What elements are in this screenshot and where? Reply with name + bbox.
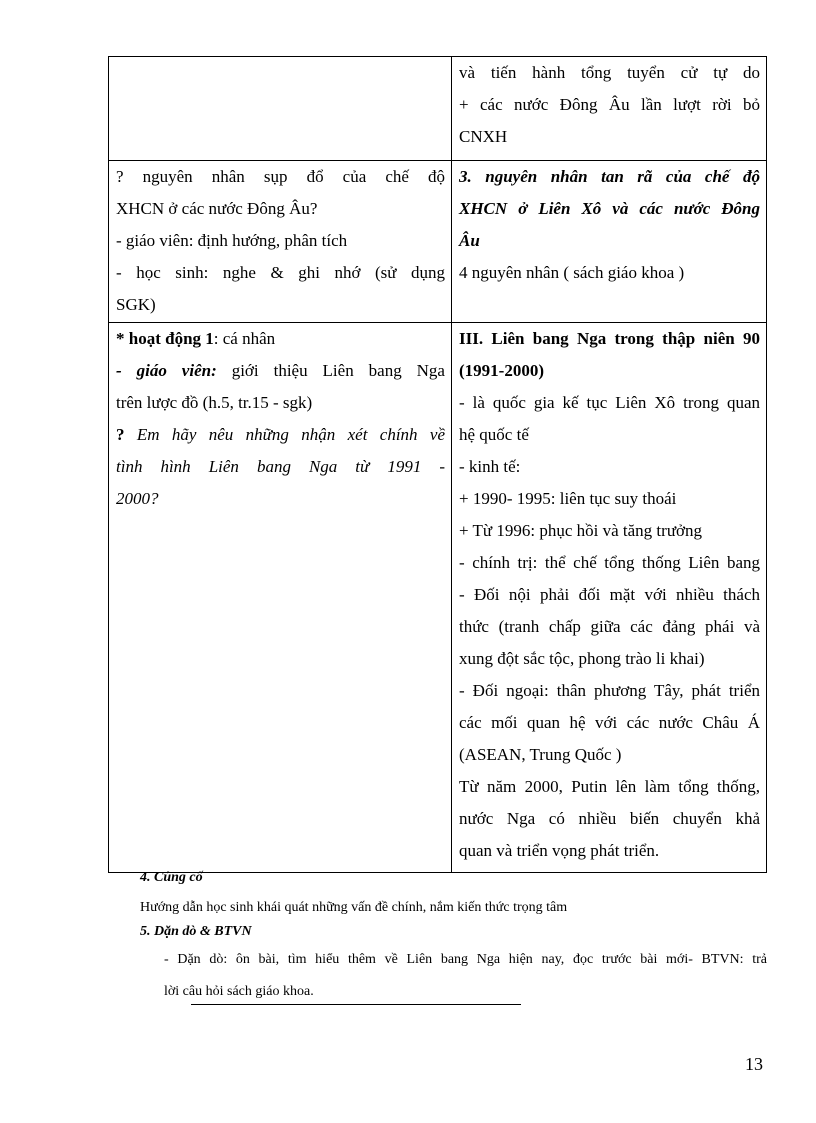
row1-right-cell — [452, 57, 767, 161]
section-3-heading: Âu — [459, 231, 480, 250]
section-4-title: 4. Củng cố — [140, 870, 203, 885]
question-text: 2000? — [116, 489, 159, 508]
section-4-text: Hướng dẫn học sinh khái quát những vấn đề chính, nắm kiến thức trọng tâm — [140, 900, 568, 915]
row3-right-line: + Từ 1996: phục hồi và tăng trưởng — [459, 521, 703, 540]
row1-right-line: CNXH — [459, 127, 508, 146]
row2-left-cell — [109, 161, 452, 323]
page-number: 13 — [745, 1054, 763, 1074]
row1-left-cell — [109, 57, 452, 161]
row3-right-line: quan và triển vọng phát triển. — [459, 841, 660, 860]
row3-left-cell — [109, 323, 452, 873]
activity-label: * hoạt động 1 — [116, 329, 214, 348]
row3-right-line: + 1990- 1995: liên tục suy thoái — [459, 489, 677, 508]
row3-right-line: - là quốc gia kế tục Liên Xô trong quan — [459, 393, 760, 412]
section-5-title: 5. Dặn dò & BTVN — [140, 924, 252, 939]
row3-right-line: - kinh tế: — [459, 457, 521, 476]
activity-rest: : cá nhân — [213, 329, 276, 348]
lesson-table — [108, 56, 767, 873]
table-row-3 — [109, 323, 767, 873]
row3-right-line: (ASEAN, Trung Quốc ) — [459, 745, 622, 764]
row1-right-line: + các nước Đông Âu lần lượt rời bỏ — [459, 95, 760, 114]
row3-right-cell — [452, 323, 767, 873]
question-text: Em hãy nêu những nhận xét chính về — [124, 425, 445, 444]
teacher-line — [116, 355, 445, 387]
row3-right-line: nước Nga có nhiều biến chuyển khả — [459, 809, 760, 828]
row3-right-line: - Đối ngoại: thân phương Tây, phát triển — [459, 681, 760, 700]
teacher-label: - giáo viên: — [116, 361, 217, 380]
activity-line — [116, 323, 445, 355]
section-3-heading: 3. nguyên nhân tan rã của chế độ — [459, 167, 760, 186]
row3-right-line: Từ năm 2000, Putin lên làm tổng thống, — [459, 777, 760, 796]
teacher-line-2: trên lược đồ (h.5, tr.15 - sgk) — [116, 393, 313, 412]
row3-right-line: thức (tranh chấp giữa các đảng phái và — [459, 617, 760, 636]
row2-left-line: ? nguyên nhân sụp đổ của chế độ — [116, 167, 445, 186]
divider-line — [191, 1004, 521, 1005]
row1-right-line: và tiến hành tổng tuyển cử tự do — [459, 63, 760, 82]
row3-right-line: các mối quan hệ với các nước Châu Á — [459, 713, 760, 732]
row2-left-line: - học sinh: nghe & ghi nhớ (sử dụng — [116, 263, 445, 282]
section-5-line: lời câu hỏi sách giáo khoa. — [164, 984, 314, 999]
section-5-line: - Dặn dò: ôn bài, tìm hiểu thêm về Liên bang Nga hiện nay, đọc trước bài mới- BTVN: trả — [164, 952, 767, 967]
table-row-2 — [109, 161, 767, 323]
row2-left-line: - giáo viên: định hướng, phân tích — [116, 231, 348, 250]
question-text: tình hình Liên bang Nga từ 1991 - — [116, 457, 445, 476]
question-mark: ? — [116, 425, 125, 444]
row2-left-line: XHCN ở các nước Đông Âu? — [116, 199, 318, 218]
table-row-1 — [109, 57, 767, 161]
row2-left-line: SGK) — [116, 295, 156, 314]
row2-right-line: 4 nguyên nhân ( sách giáo khoa ) — [459, 263, 685, 282]
row3-right-line: - Đối nội phải đối mặt với nhiều thách — [459, 585, 760, 604]
section-3-russia-heading: (1991-2000) — [459, 361, 544, 380]
teacher-rest: giới thiệu Liên bang Nga — [216, 361, 445, 380]
section-3-russia-heading: III. Liên bang Nga trong thập niên 90 — [459, 329, 760, 348]
row3-right-line: xung đột sắc tộc, phong trào li khai) — [459, 649, 705, 668]
row3-right-line: hệ quốc tế — [459, 425, 529, 444]
question-line — [116, 419, 445, 451]
section-3-heading: XHCN ở Liên Xô và các nước Đông — [459, 199, 760, 218]
row2-right-cell — [452, 161, 767, 323]
row3-right-line: - chính trị: thể chế tổng thống Liên bang — [459, 553, 760, 572]
